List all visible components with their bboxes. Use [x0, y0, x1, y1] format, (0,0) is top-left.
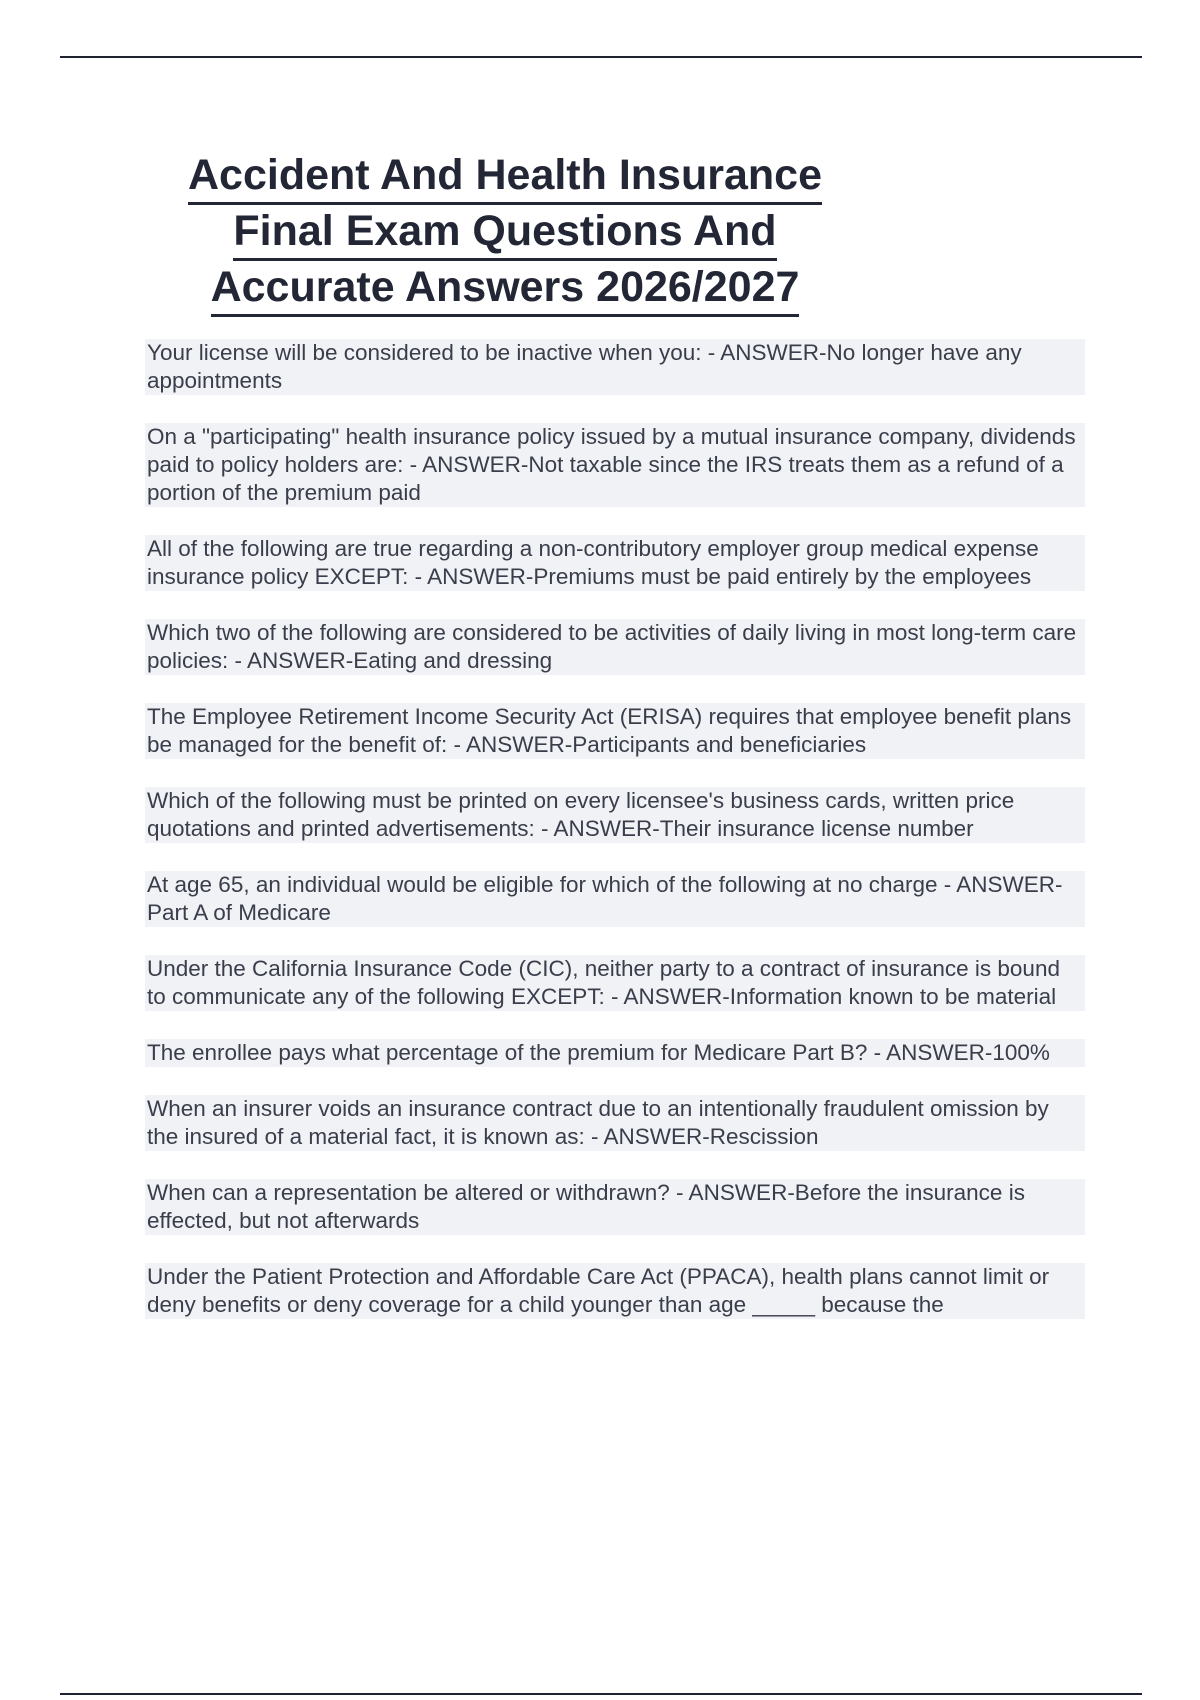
bottom-rule — [60, 1693, 1142, 1695]
qa-item-8: Under the California Insurance Code (CIC), neither party to a contract of insurance is bound to communicate any of the following EXCEPT: - ANSWER-Information known to be material — [145, 955, 1085, 1011]
qa-item-11: When can a representation be altered or withdrawn? - ANSWER-Before the insurance is effected, but not afterwards — [145, 1179, 1085, 1235]
qa-item-1: Your license will be considered to be inactive when you: - ANSWER-No longer have any appointments — [145, 339, 1085, 395]
top-rule — [60, 56, 1142, 58]
qa-item-6: Which of the following must be printed on every licensee's business cards, written price quotations and printed advertisements: - ANSWER-Their insurance license number — [145, 787, 1085, 843]
qa-item-3: All of the following are true regarding a non-contributory employer group medical expense insurance policy EXCEPT: - ANSWER-Premiums must be paid entirely by the employees — [145, 535, 1085, 591]
qa-item-4: Which two of the following are considered to be activities of daily living in most long-term care policies: - ANSWER-Eating and dressing — [145, 619, 1085, 675]
qa-item-2: On a "participating" health insurance policy issued by a mutual insurance company, dividends paid to policy holders are: - ANSWER-Not taxable since the IRS treats them as a refund of a portion of the premium paid — [145, 423, 1085, 507]
qa-item-12: Under the Patient Protection and Affordable Care Act (PPACA), health plans cannot limit or deny benefits or deny coverage for a child younger than age _____ because the — [145, 1263, 1085, 1319]
qa-item-5: The Employee Retirement Income Security Act (ERISA) requires that employee benefit plans be managed for the benefit of: - ANSWER-Participants and beneficiaries — [145, 703, 1085, 759]
qa-list — [145, 339, 1085, 1347]
document-title — [145, 148, 865, 316]
qa-item-10: When an insurer voids an insurance contract due to an intentionally fraudulent omission by the insured of a material fact, it is known as: - ANSWER-Rescission — [145, 1095, 1085, 1151]
title-line-2: Final Exam Questions And — [233, 204, 776, 261]
title-line-3: Accurate Answers 2026/2027 — [211, 260, 800, 317]
qa-item-9: The enrollee pays what percentage of the premium for Medicare Part B? - ANSWER-100% — [145, 1039, 1085, 1067]
title-line-1: Accident And Health Insurance — [188, 148, 822, 205]
qa-item-7: At age 65, an individual would be eligible for which of the following at no charge - ANSWER-Part A of Medicare — [145, 871, 1085, 927]
